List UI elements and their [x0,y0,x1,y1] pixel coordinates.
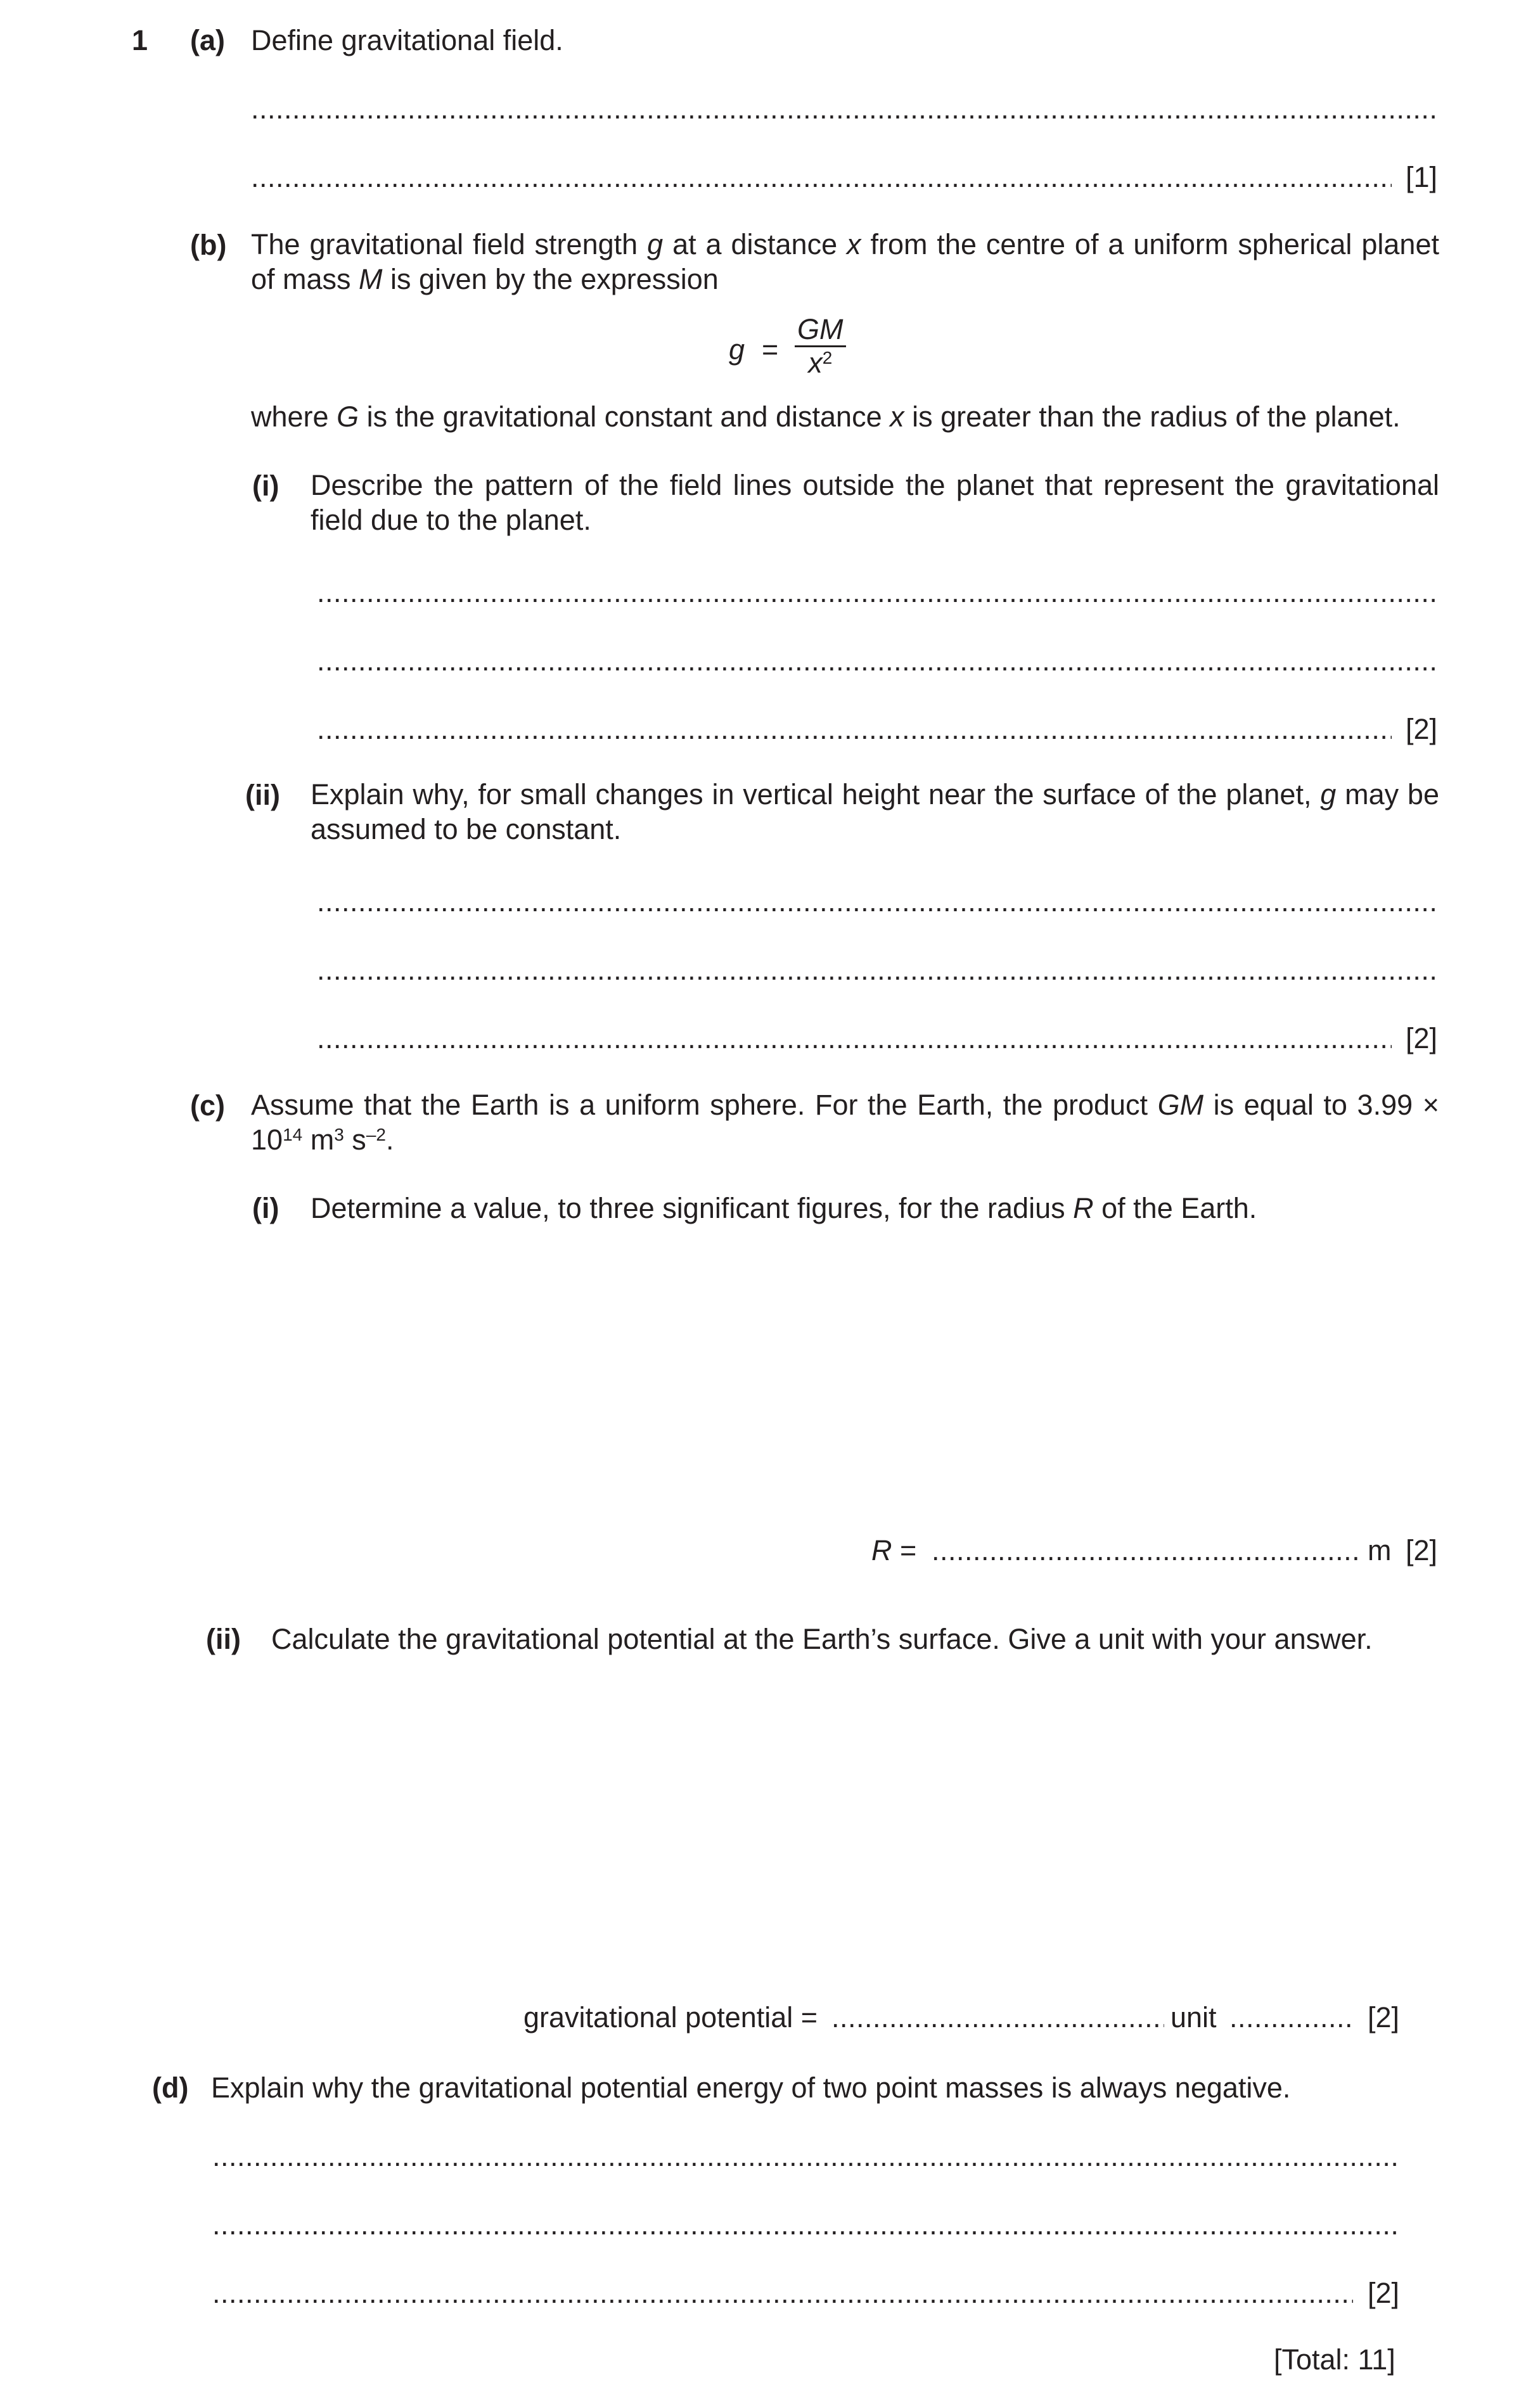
formula-numerator: GM [795,314,846,347]
marks-c-ii: [2] [1368,2001,1400,2033]
part-d-label: (d) [152,2072,189,2104]
part-a-label: (a) [190,24,225,56]
part-b-where: where G is the gravitational constant and distance x is greater than the radius of the planet. [251,400,1401,433]
part-b-ii-label: (ii) [245,779,280,811]
part-b-i-question: Describe the pattern of the field lines outside the planet that represent the gravitational field due to the planet. [311,469,1439,536]
part-b-i-label: (i) [252,470,279,502]
formula-equals: = [762,333,779,366]
part-d-question: Explain why the gravitational potential energy of two point masses is always negative. [211,2072,1291,2104]
total-marks: [Total: 11] [1274,2343,1395,2376]
radius-answer-label: R = [871,1534,917,1566]
part-c-label: (c) [190,1089,225,1122]
marks-b-i: [2] [1406,713,1438,745]
part-c-ii-label: (ii) [206,1623,241,1655]
marks-b-ii: [2] [1406,1022,1438,1054]
marks-d: [2] [1368,2277,1400,2309]
answer-line[interactable] [251,160,1392,188]
unit-answer-field[interactable] [1229,2001,1354,2028]
part-c-intro: Assume that the Earth is a uniform sphere. For the Earth, the product GM is equal to $3.99 \times 10^{14}$ $m^3$ $s^{-2}$. [251,1089,1439,1156]
marks-c-i: [2] [1406,1534,1438,1566]
part-c-i-label: (i) [252,1192,279,1224]
radius-unit: m [1368,1534,1392,1566]
potential-answer-label: gravitational potential = [523,2001,818,2033]
answer-line[interactable] [317,1021,1392,1049]
answer-line[interactable] [317,575,1439,603]
part-c-ii-question: Calculate the gravitational potential at the Earth’s surface. Give a unit with your answer. [271,1623,1373,1655]
part-c-i-question: Determine a value, to three significant figures, for the radius R of the Earth. [311,1192,1257,1224]
part-b-label: (b) [190,229,227,261]
answer-line[interactable] [212,2139,1400,2167]
formula-denominator: $x^2$ [808,347,833,379]
formula-lhs: g [729,333,745,366]
marks-a: [1] [1406,161,1438,193]
radius-answer-field[interactable] [932,1534,1357,1561]
formula-fraction [795,314,846,379]
answer-line[interactable] [212,2208,1400,2236]
answer-line[interactable] [212,2276,1353,2304]
part-b-ii-question: Explain why, for small changes in vertical height near the surface of the planet, g may be assumed to be constant. [311,778,1439,845]
unit-label: unit [1171,2001,1217,2033]
part-b-intro: The gravitational field strength g at a distance x from the centre of a uniform spherical planet of mass M is given by the expression [251,228,1439,295]
question-number: 1 [132,24,148,56]
answer-line[interactable] [317,953,1439,981]
answer-line[interactable] [317,644,1439,672]
answer-line[interactable] [251,92,1439,120]
potential-answer-field[interactable] [831,2001,1164,2028]
part-a-question: Define gravitational field. [251,24,563,56]
answer-line[interactable] [317,885,1439,913]
answer-line[interactable] [317,712,1392,740]
